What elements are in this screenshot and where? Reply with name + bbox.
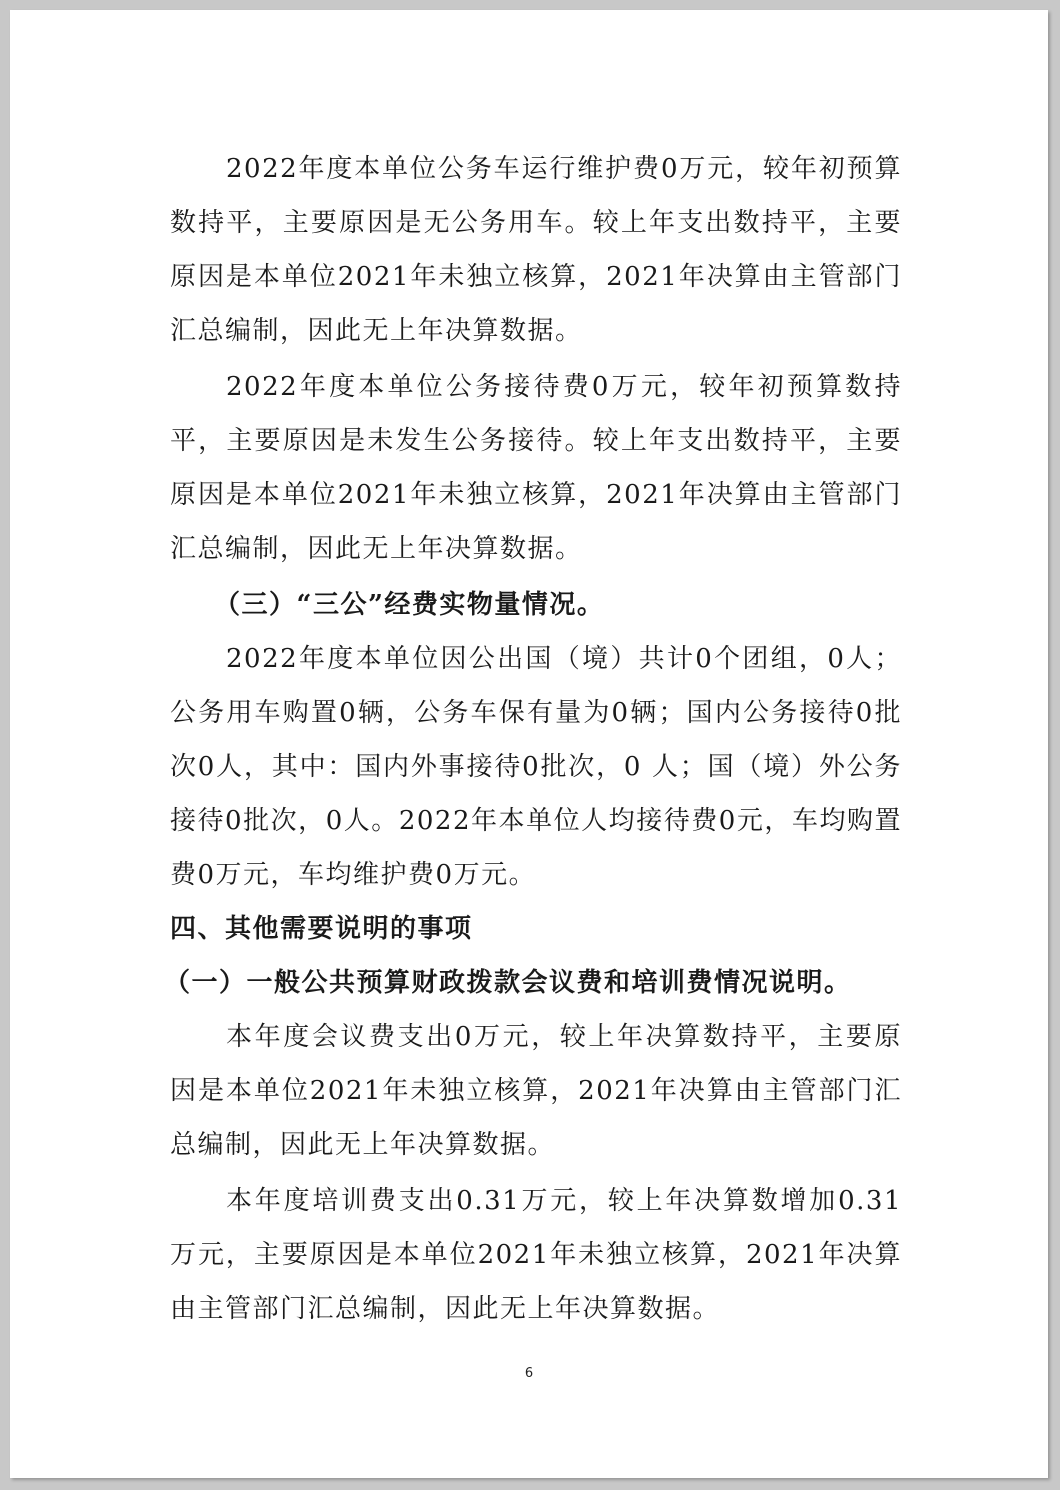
paragraph-physical-quantities: 2022年度本单位因公出国（境）共计0个团组，0人；公务用车购置0辆，公务车保有量为0辆；国内公务接待0批次0人，其中：国内外事接待0批次，0 人；国（境）外公务接待0批次，0人。2022年本单位人均接待费0元，车均购置费0万元，车均维护费0万元。 [170, 644, 902, 890]
section-heading-other-matters: 四、其他需要说明的事项 [170, 914, 473, 944]
document-page [10, 10, 1048, 1478]
subheading-three-public-physical: （三）“三公”经费实物量情况。 [214, 590, 605, 620]
subheading-meeting-training: （一）一般公共预算财政拨款会议费和培训费情况说明。 [164, 968, 852, 998]
page-number: 6 [524, 1366, 534, 1381]
paragraph-training-fee: 本年度培训费支出0.31万元，较上年决算数增加0.31万元，主要原因是本单位2021年未独立核算，2021年决算由主管部门汇总编制，因此无上年决算数据。 [170, 1186, 902, 1324]
paragraph-meeting-fee: 本年度会议费支出0万元，较上年决算数持平，主要原因是本单位2021年未独立核算，2021年决算由主管部门汇总编制，因此无上年决算数据。 [170, 1022, 902, 1160]
document-body [164, 142, 902, 1336]
paragraph-vehicle-maintenance: 2022年度本单位公务车运行维护费0万元，较年初预算数持平，主要原因是无公务用车。较上年支出数持平，主要原因是本单位2021年未独立核算，2021年决算由主管部门汇总编制，因此无上年决算数据。 [170, 154, 902, 346]
paragraph-official-reception: 2022年度本单位公务接待费0万元，较年初预算数持平，主要原因是未发生公务接待。较上年支出数持平，主要原因是本单位2021年未独立核算，2021年决算由主管部门汇总编制，因此无上年决算数据。 [170, 372, 902, 564]
